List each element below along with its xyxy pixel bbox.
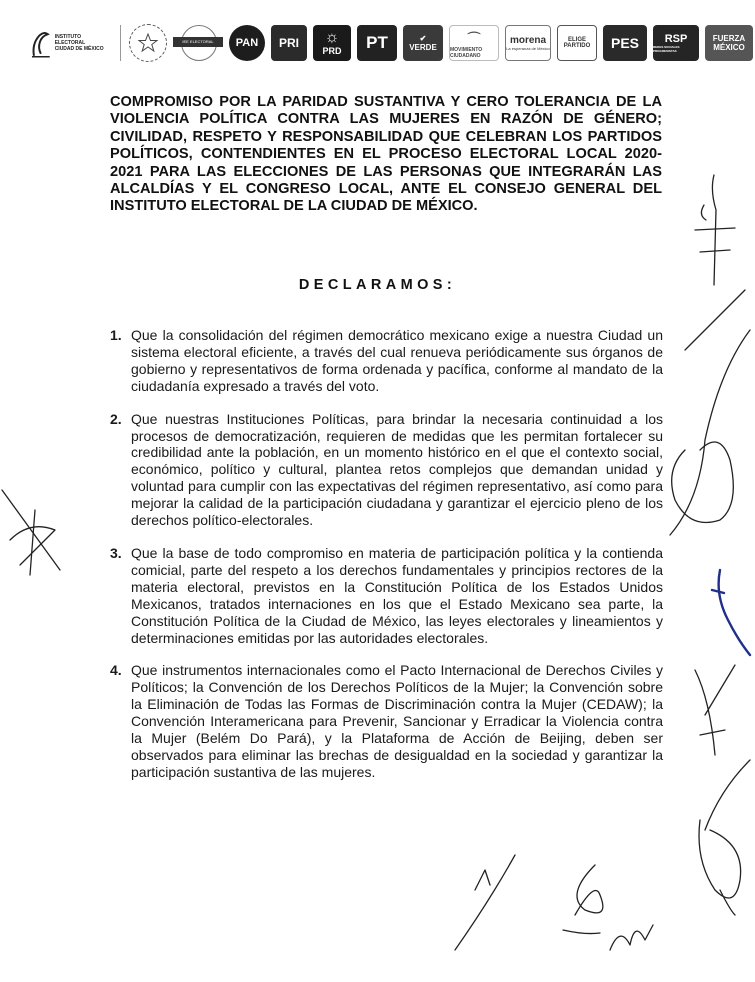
list-item — [110, 411, 663, 529]
logo-elige-label: ELIGE — [567, 37, 586, 43]
eagle-icon: ⌒ — [467, 30, 481, 46]
signature-left-margin — [0, 470, 70, 580]
iecm-name-line2: CIUDAD DE MÉXICO — [54, 46, 104, 52]
logo-fm-sub: MÉXICO — [713, 43, 745, 52]
signature-bottom-center — [445, 850, 520, 955]
logo-elige-sub: PARTIDO — [563, 43, 591, 49]
logo-movimiento-ciudadano — [449, 25, 499, 61]
logo-prd — [313, 25, 351, 61]
item-number: 3. — [110, 544, 122, 561]
signature-right-lower — [690, 660, 750, 760]
logo-pan: PAN — [229, 25, 265, 61]
iecm-emblem-icon — [30, 26, 52, 60]
logo-rsp — [653, 25, 699, 61]
item-text: Que instrumentos internacionales como el Pacto Internacional de Derechos Civiles y Políticos; la Convención de los Derechos Políticos de la Mujer; la Convención sobre la Eliminación de Todas las Formas de Discriminación contra la Mujer (CEDAW); la Convención Interamericana para Prevenir, Sancionar y Erradicar la Violencia contra la Mujer (Belém Do Pará), y la Plataforma de Acción de Beijing, deben ser observados para eliminar las brechas de desigualdad en la sociedad y garantizar la participación sustantiva de las mujeres. — [131, 662, 663, 780]
seal-ribbon-label: IEE ELECTORAL — [173, 37, 223, 47]
party-logos-header — [0, 0, 755, 80]
logo-morena — [505, 25, 551, 61]
declarations-list — [110, 327, 663, 797]
signature-right-top — [690, 170, 740, 290]
header-divider — [120, 25, 121, 61]
item-text: Que la base de todo compromiso en materia de participación política y la contienda comicial, parte del respeto a los derechos fundamentales y principios rectores de la materia electoral, previstos en la Constitución Política de los Estados Unidos Mexicanos, tratados internaciones en los que el Estado Mexicano sea parte, la Constitución Política de la Ciudad de México, las leyes electorales y lineamientos y determinaciones emitidas por las autoridades electorales. — [131, 544, 663, 646]
logo-mc-label: MOVIMIENTO CIUDADANO — [450, 46, 483, 59]
list-item — [110, 545, 663, 646]
item-number: 2. — [110, 410, 122, 427]
section-heading: DECLARAMOS: — [298, 277, 457, 293]
sun-icon: ☼ — [324, 29, 340, 46]
logo-fuerza-mexico — [705, 25, 753, 61]
item-text: Que nuestras Instituciones Políticas, para brindar la necesaria continuidad a los procesos de democratización, requieren de medidas que les permitan fortalecer su credibilidad ante la población, en un momento histórico en el que el contexto social, económico, político y cultural, plantea retos complejos que demandan unidad y voluntad para cumplir con las expectativas del régimen representativo, así como para mejorar la calidad de la participación ciudadana y garantizar el ejercicio pleno de los derechos político-electorales. — [131, 410, 663, 529]
item-number: 4. — [110, 662, 122, 679]
logo-morena-label: morena — [509, 35, 547, 46]
logo-verde — [403, 25, 443, 61]
logo-pt: PT — [357, 25, 397, 61]
signature-blue — [700, 565, 755, 660]
institution-seal — [173, 25, 223, 61]
signature-bottom-right — [555, 855, 665, 955]
logo-morena-tagline: La esperanza de México — [506, 46, 550, 51]
logo-fm-label: FUERZA — [712, 34, 746, 43]
iecm-logo — [30, 26, 112, 60]
item-text: Que la consolidación del régimen democrático mexicano exige a nuestra Ciudad un sistema electoral eficiente, a través del cual renueva periódicamente sus órganos de gobierno y representativos de forma ordenada y pacífica, conforme al mandato de la ciudadanía expresado a través del voto. — [131, 327, 663, 394]
toucan-icon: ✔ — [419, 34, 427, 43]
logo-rsp-label: RSP — [664, 33, 688, 45]
logo-prd-label: PRD — [322, 46, 342, 56]
signature-right-bottom — [690, 750, 755, 920]
logo-elige — [557, 25, 597, 61]
document-title: COMPROMISO POR LA PARIDAD SUSTANTIVA Y CERO TOLERANCIA DE LA VIOLENCIA POLÍTICA CONTRA LAS MUJERES EN RAZÓN DE GÉNERO; CIVILIDAD, RESPETO Y RESPONSABILIDAD QUE CELEBRAN LOS PARTIDOS POLÍTICOS, CONTENDIENTES EN EL PROCESO ELECTORAL LOCAL 2020-2021 PARA LAS ELECCIONES DE LAS PERSONAS QUE INTEGRARÁN LAS ALCALDÍAS Y EL CONGRESO LOCAL, ANTE EL CONSEJO GENERAL DEL INSTITUTO ELECTORAL DE LA CIUDAD DE MÉXICO. — [110, 94, 662, 215]
logo-rsp-sub: REDES SOCIALES PROGRESISTAS — [653, 45, 680, 53]
list-item — [110, 327, 663, 395]
list-item — [110, 662, 663, 780]
logo-pes: PES — [603, 25, 647, 61]
item-number: 1. — [110, 327, 122, 343]
iecm-name-line1: INSTITUTO ELECTORAL — [54, 34, 86, 46]
star-seal-icon — [129, 24, 167, 62]
logo-row — [30, 24, 753, 62]
logo-pri: PRI — [271, 25, 307, 61]
signature-right-mid — [660, 300, 755, 540]
logo-verde-label: VERDE — [409, 43, 437, 52]
